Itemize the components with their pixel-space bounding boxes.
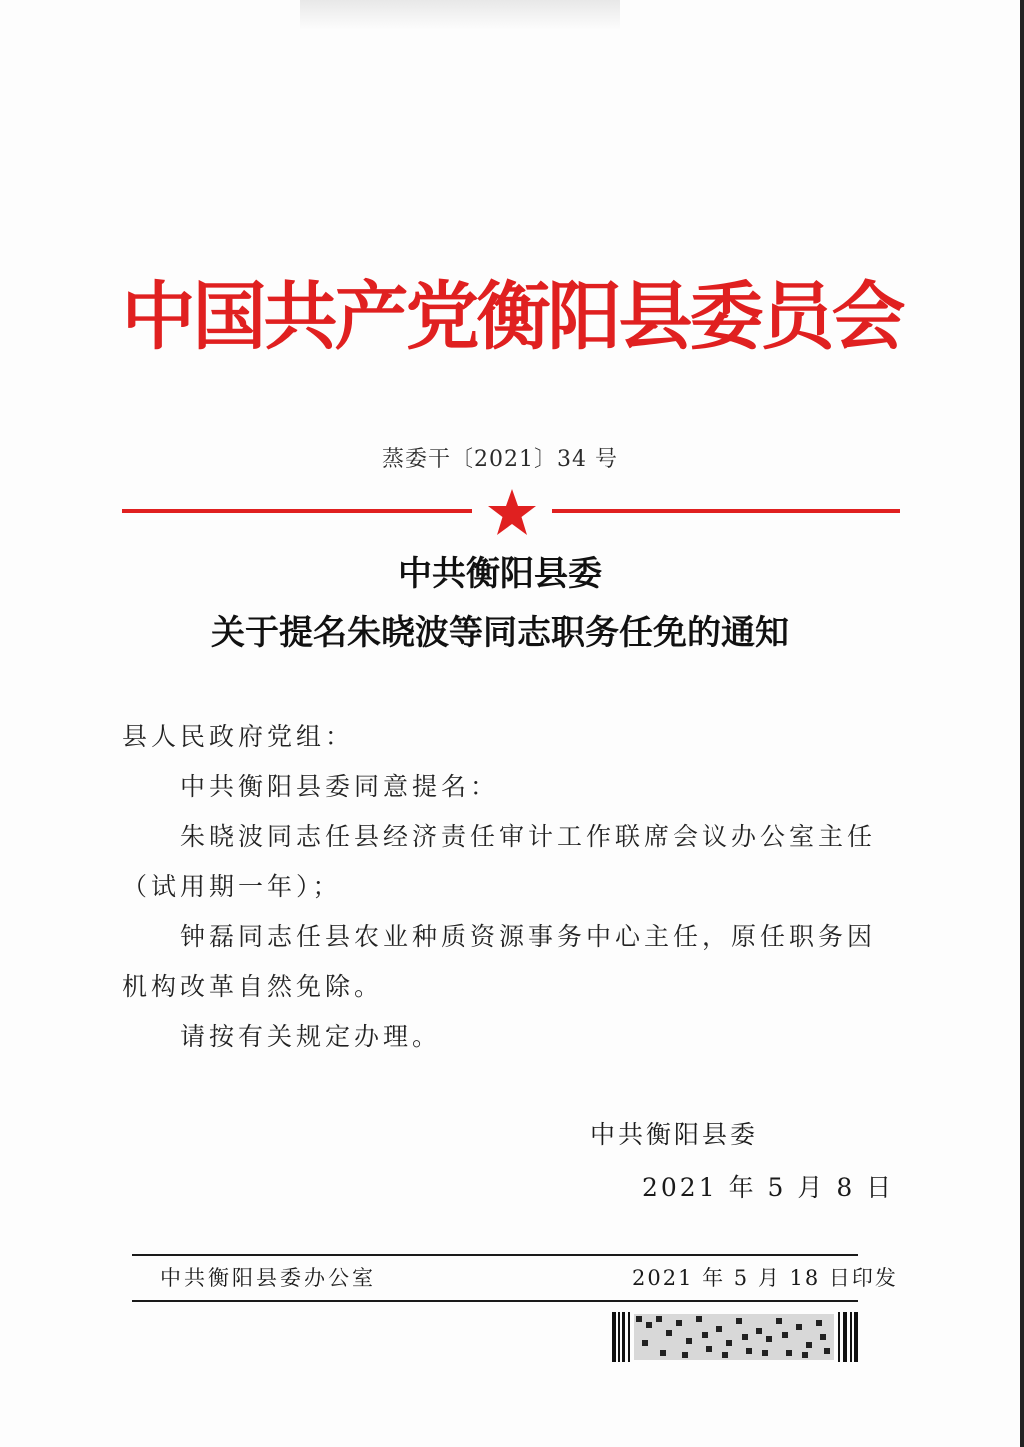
footer-issuer: 中共衡阳县委办公室 bbox=[160, 1266, 376, 1290]
red-divider-left bbox=[122, 509, 472, 513]
footer-rule-bottom bbox=[132, 1300, 858, 1302]
scan-fold-shadow bbox=[300, 0, 620, 30]
red-star-icon bbox=[486, 487, 538, 539]
paragraph-3: 钟磊同志任县农业种质资源事务中心主任，原任职务因机构改革自然免除。 bbox=[122, 922, 877, 1001]
footer-rule-top bbox=[132, 1254, 858, 1256]
footer-print-date: 2021 年 5 月 18 日印发 bbox=[632, 1266, 898, 1290]
masthead-title: 中国共产党衡阳县委员会 bbox=[121, 274, 903, 360]
sign-date: 2021 年 5 月 8 日 bbox=[642, 1173, 895, 1202]
paragraph-2: 朱晓波同志任县经济责任审计工作联席会议办公室主任（试用期一年）； bbox=[122, 822, 877, 901]
notice-title-line-1: 中共衡阳县委 bbox=[398, 554, 602, 594]
signer-name: 中共衡阳县委 bbox=[590, 1120, 759, 1149]
scan-edge bbox=[1020, 0, 1024, 1447]
salutation: 县人民政府党组： bbox=[122, 722, 355, 751]
notice-title-line-2: 关于提名朱晓波等同志职务任免的通知 bbox=[211, 613, 789, 653]
paragraph-1: 中共衡阳县委同意提名： bbox=[180, 772, 500, 801]
paragraph-4: 请按有关规定办理。 bbox=[180, 1022, 442, 1051]
document-number: 蒸委干〔2021〕34 号 bbox=[382, 447, 618, 472]
barcode-icon bbox=[612, 1312, 858, 1362]
red-divider-right bbox=[552, 509, 900, 513]
